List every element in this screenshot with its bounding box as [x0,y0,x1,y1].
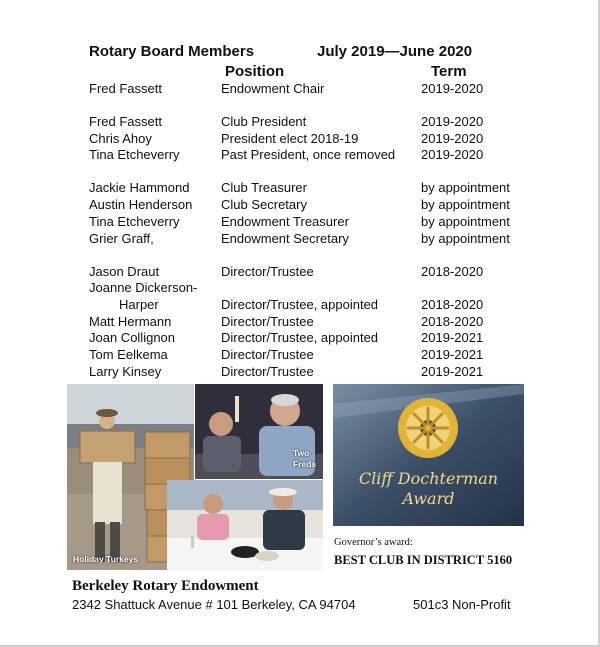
member-term: by appointment [421,214,510,229]
member-term: 2018-2020 [421,314,484,329]
governor-award-label: Governor’s award: [334,537,413,548]
member-term: by appointment [421,180,510,195]
member-row [0,147,600,164]
award-script-line-1: Cliff Dochterman [358,469,499,488]
position-column-header: Position [225,63,285,80]
two-freds-caption [293,448,316,470]
member-name: Tina Etcheverry [89,214,180,229]
member-name: Harper [119,297,159,312]
nonprofit-status: 501c3 Non-Profit [413,597,511,612]
two-freds-caption-line-2: Freds [293,459,317,469]
member-row [0,231,600,248]
member-row [0,214,600,231]
member-term: 2019-2020 [421,81,484,96]
two-freds-photo [195,384,323,479]
member-position: Director/Trustee, appointed [221,330,379,345]
member-row [0,280,600,297]
member-term: by appointment [421,231,510,246]
award-script-text [333,469,524,509]
roster-period: July 2019—June 2020 [317,43,473,60]
dinner-illustration [167,480,323,570]
member-row [0,197,600,214]
member-term: 2019-2021 [421,330,484,345]
member-term: 2019-2020 [421,131,484,146]
award-plaque-photo [333,384,524,526]
member-term: 2019-2020 [421,147,484,162]
dinner-photo [167,480,323,570]
member-name: Tom Eelkema [89,347,168,362]
member-name: Chris Ahoy [89,131,152,146]
member-position: Director/Trustee [221,264,314,279]
member-row [0,81,600,98]
member-row [0,131,600,148]
member-position: Endowment Secretary [221,231,349,246]
member-row [0,347,600,364]
two-freds-caption-line-1: Two [293,448,310,458]
member-position: Director/Trustee [221,347,314,362]
member-name: Jason Draut [89,264,160,279]
member-position: Club Treasurer [221,180,307,195]
member-row [0,314,600,331]
holiday-turkeys-caption: Holiday Turkeys [73,554,139,564]
member-row [0,180,600,197]
member-name: Joan Collignon [89,330,176,345]
member-position: Club Secretary [221,197,307,212]
member-term: 2019-2021 [421,364,484,379]
award-script-line-2: Award [402,489,455,508]
member-name: Fred Fassett [89,114,162,129]
member-name: Larry Kinsey [89,364,162,379]
member-term: 2019-2020 [421,114,484,129]
member-name: Jackie Hammond [89,180,190,195]
member-position: President elect 2018-19 [221,131,359,146]
member-name: Joanne Dickerson- [89,280,198,295]
member-term: 2019-2021 [421,347,484,362]
roster-title: Rotary Board Members [89,43,255,60]
member-name: Matt Hermann [89,314,172,329]
member-name: Fred Fassett [89,81,162,96]
member-row [0,264,600,281]
member-position: Club President [221,114,307,129]
organization-address: 2342 Shattuck Avenue # 101 Berkeley, CA 94704 [72,597,356,612]
organization-name: Berkeley Rotary Endowment [72,578,259,594]
member-position: Endowment Chair [221,81,325,96]
member-position: Endowment Treasurer [221,214,349,229]
governor-award-title: BEST CLUB IN DISTRICT 5160 [334,553,513,567]
member-name: Grier Graff, [89,231,154,246]
member-term: 2018-2020 [421,297,484,312]
member-term: by appointment [421,197,510,212]
rotary-wheel-emblem [398,398,458,458]
term-column-header: Term [431,63,467,80]
member-row [0,330,600,347]
member-position: Director/Trustee [221,364,314,379]
member-name: Tina Etcheverry [89,147,180,162]
member-row [0,297,600,314]
member-term: 2018-2020 [421,264,484,279]
member-position: Past President, once removed [221,147,396,162]
member-position: Director/Trustee, appointed [221,297,379,312]
member-row [0,114,600,131]
member-name: Austin Henderson [89,197,193,212]
member-row [0,364,600,381]
member-position: Director/Trustee [221,314,314,329]
